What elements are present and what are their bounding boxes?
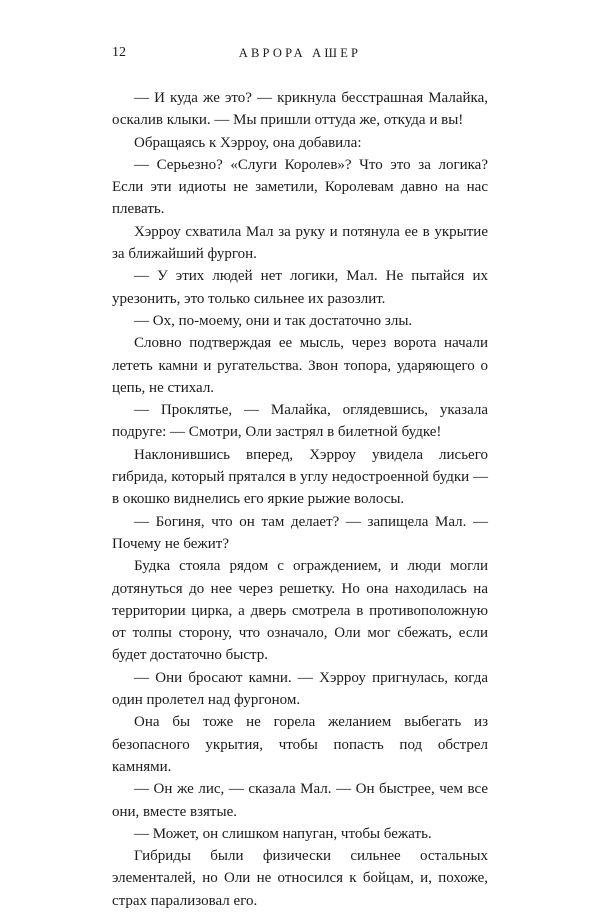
paragraph: Обращаясь к Хэрроу, она добавила: <box>134 134 362 151</box>
paragraph: Хэрроу схватила Мал за руку и потянула ее в укрытие за ближайший фургон. <box>112 223 488 263</box>
paragraph: Наклонившись вперед, Хэрроу увидела лисьего гибрида, который прятался в углу недостроенной будки — в окошко виднелись его яркие рыжие волосы. <box>112 446 488 508</box>
paragraph: — Они бросают камни. — Хэрроу пригнулась, когда один пролетел над фургоном. <box>112 669 488 709</box>
paragraph: — Ох, по-моему, они и так достаточно злы. <box>134 312 413 329</box>
paragraph: — Он же лис, — сказала Мал. — Он быстрее, чем все они, вместе взятые. <box>112 781 488 820</box>
paragraph: — Может, он слишком напуган, чтобы бежать. <box>134 825 432 842</box>
paragraph: — Богиня, что он там делает? — запищела Мал. — Почему не бежит? <box>112 513 488 552</box>
paragraph: — Серьезно? «Слуги Королев»? Что это за логика? Если эти идиоты не заметили, Королевам давно на нас плевать. <box>112 156 488 218</box>
paragraph: — И куда же это? — крикнула бесстрашная Малайка, оскалив клыки. — Мы пришли оттуда же, откуда и вы! <box>112 90 488 129</box>
paragraph: — Проклятье, — Малайка, оглядевшись, указала подруге: — Смотри, Оли застрял в билетной будке! <box>112 402 488 441</box>
paragraph: Она бы тоже не горела желанием выбегать из безопасного укрытия, чтобы попасть под обстрел камнями. <box>112 714 488 775</box>
paragraph: — У этих людей нет логики, Мал. Не пытайся их урезонить, это только сильнее их разозлит. <box>112 268 488 307</box>
body-text <box>112 87 488 912</box>
paragraph: Гибриды были физически сильнее остальных элементалей, но Оли не относился к бойцам, и, похоже, страх парализовал его. <box>112 848 488 909</box>
running-head-author: АВРОРА АШЕР <box>238 46 362 60</box>
page-header <box>112 43 488 63</box>
page-number: 12 <box>112 45 126 60</box>
paragraph: Словно подтверждая ее мысль, через ворота начали лететь камни и ругательства. Звон топора, ударяющего о цепь, не стихал. <box>112 335 488 396</box>
paragraph: Будка стояла рядом с ограждением, и люди могли дотянуться до нее через решетку. Но она находилась на территории цирка, а дверь смотрела в противоположную от толпы сторону, что означало, Оли мог сбежать, если будет достаточно быстр. <box>112 558 488 664</box>
